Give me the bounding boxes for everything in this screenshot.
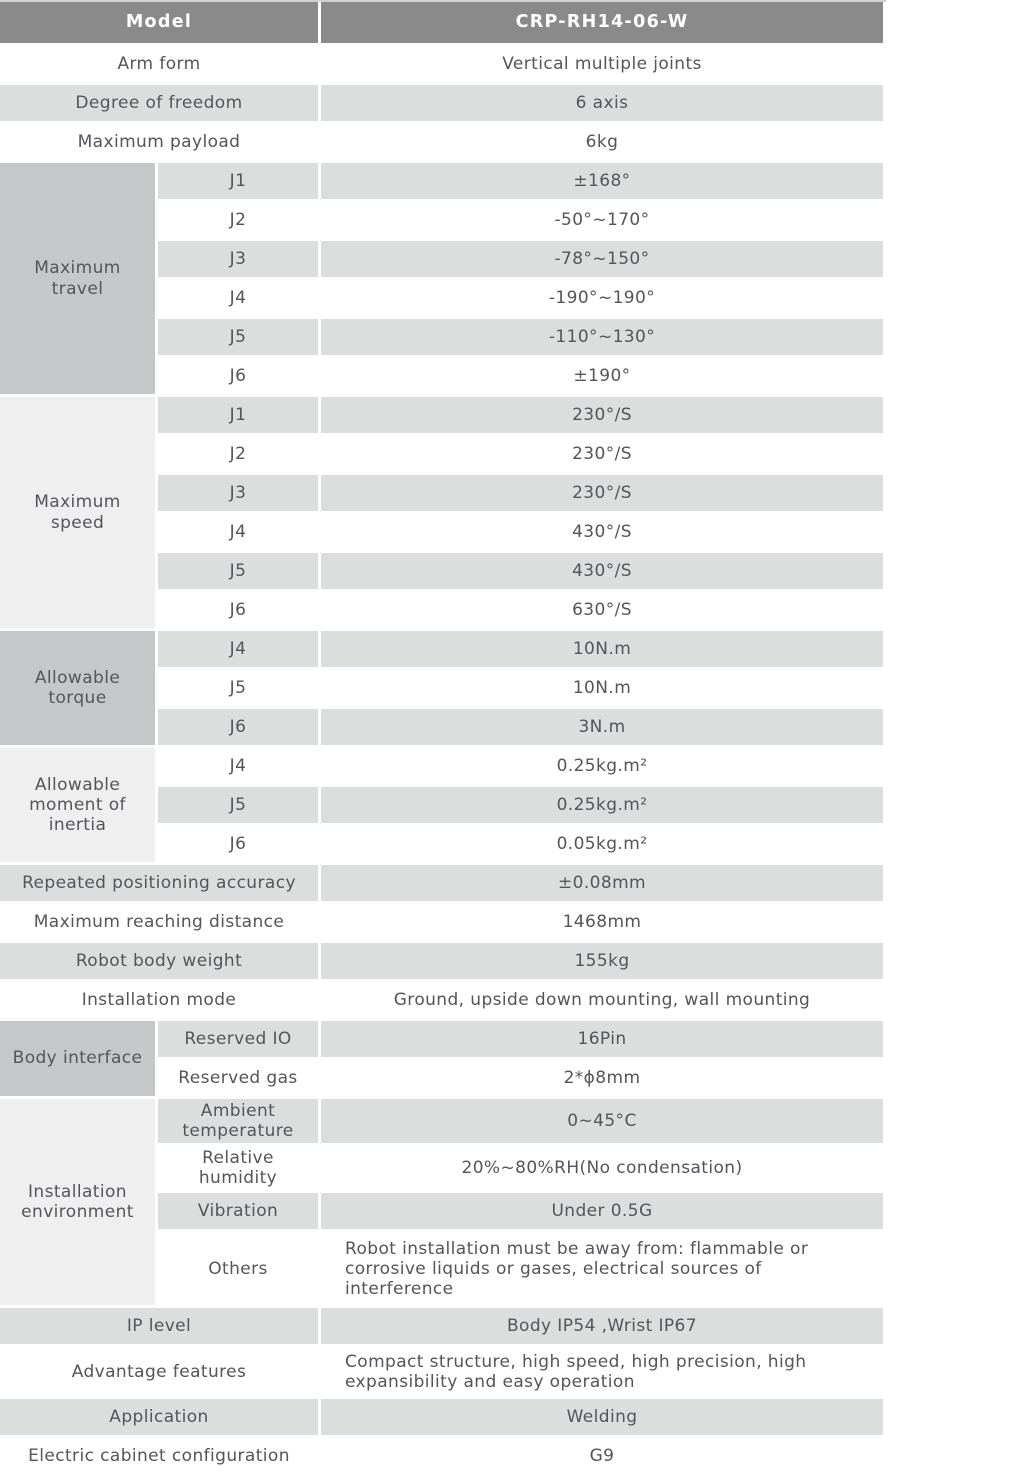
- row-label: Installation mode: [0, 982, 321, 1021]
- row-value: 2*ϕ8mm: [321, 1060, 886, 1099]
- row-application: [0, 1399, 886, 1438]
- row-label: Electric cabinet configuration: [0, 1438, 321, 1477]
- row-ip-level: [0, 1308, 886, 1347]
- joint-label: J4: [158, 631, 321, 670]
- spec-table: [0, 2, 886, 1477]
- row-label: IP level: [0, 1308, 321, 1347]
- row-value: ±0.08mm: [321, 865, 886, 904]
- group-label-allowable-torque: Allowable torque: [0, 631, 158, 748]
- joint-label: J3: [158, 475, 321, 514]
- joint-label: J2: [158, 202, 321, 241]
- row-maximum-reaching-distance: [0, 904, 886, 943]
- row-value: 6 axis: [321, 85, 886, 124]
- sub-label: Vibration: [158, 1193, 321, 1232]
- row-value: Ground, upside down mounting, wall mounting: [321, 982, 886, 1021]
- joint-label: J2: [158, 436, 321, 475]
- joint-label: J5: [158, 553, 321, 592]
- row-value: -50°~170°: [321, 202, 886, 241]
- row-value: 0.25kg.m²: [321, 787, 886, 826]
- row-value: -190°~190°: [321, 280, 886, 319]
- sub-label: Reserved IO: [158, 1021, 321, 1060]
- joint-label: J6: [158, 592, 321, 631]
- row-value: G9: [321, 1438, 886, 1477]
- row-repeated-positioning-accuracy: [0, 865, 886, 904]
- row-ambient-temperature: [0, 1099, 886, 1146]
- joint-label: J6: [158, 709, 321, 748]
- row-installation-mode: [0, 982, 886, 1021]
- row-value: Compact structure, high speed, high precision, high expansibility and easy operation: [321, 1347, 886, 1399]
- row-speed-j1: [0, 397, 886, 436]
- row-value: 430°/S: [321, 514, 886, 553]
- row-value: 10N.m: [321, 631, 886, 670]
- row-value: 630°/S: [321, 592, 886, 631]
- row-label: Repeated positioning accuracy: [0, 865, 321, 904]
- row-value: 430°/S: [321, 553, 886, 592]
- sub-label: Others: [158, 1232, 321, 1308]
- row-arm-form: [0, 46, 886, 85]
- row-label: Degree of freedom: [0, 85, 321, 124]
- row-value: 230°/S: [321, 397, 886, 436]
- row-degree-of-freedom: [0, 85, 886, 124]
- row-value: Under 0.5G: [321, 1193, 886, 1232]
- row-value: Robot installation must be away from: flammable or corrosive liquids or gases, electrical sources of interference: [321, 1232, 886, 1308]
- row-inertia-j4: [0, 748, 886, 787]
- row-advantage-features: [0, 1347, 886, 1399]
- row-torque-j4: [0, 631, 886, 670]
- row-value: 16Pin: [321, 1021, 886, 1060]
- model-value: CRP-RH14-06-W: [321, 2, 886, 46]
- row-label: Application: [0, 1399, 321, 1438]
- group-label-allowable-moment-of-inertia: Allowable moment of inertia: [0, 748, 158, 865]
- row-label: Maximum reaching distance: [0, 904, 321, 943]
- row-value: 3N.m: [321, 709, 886, 748]
- row-label: Maximum payload: [0, 124, 321, 163]
- row-value: -110°~130°: [321, 319, 886, 358]
- row-label: Robot body weight: [0, 943, 321, 982]
- row-reserved-io: [0, 1021, 886, 1060]
- row-robot-body-weight: [0, 943, 886, 982]
- joint-label: J4: [158, 748, 321, 787]
- joint-label: J4: [158, 514, 321, 553]
- sub-label: Relative humidity: [158, 1146, 321, 1193]
- joint-label: J6: [158, 826, 321, 865]
- row-value: Vertical multiple joints: [321, 46, 886, 85]
- joint-label: J4: [158, 280, 321, 319]
- row-value: 20%~80%RH(No condensation): [321, 1146, 886, 1193]
- row-value: 230°/S: [321, 475, 886, 514]
- row-value: 0~45°C: [321, 1099, 886, 1146]
- joint-label: J1: [158, 397, 321, 436]
- joint-label: J1: [158, 163, 321, 202]
- row-value: 1468mm: [321, 904, 886, 943]
- group-label-maximum-speed: Maximum speed: [0, 397, 158, 631]
- row-label: Advantage features: [0, 1347, 321, 1399]
- joint-label: J6: [158, 358, 321, 397]
- group-label-maximum-travel: Maximum travel: [0, 163, 158, 397]
- row-value: 6kg: [321, 124, 886, 163]
- row-value: 0.05kg.m²: [321, 826, 886, 865]
- row-value: ±168°: [321, 163, 886, 202]
- row-value: Welding: [321, 1399, 886, 1438]
- row-value: Body IP54 ,Wrist IP67: [321, 1308, 886, 1347]
- joint-label: J5: [158, 319, 321, 358]
- row-value: 230°/S: [321, 436, 886, 475]
- joint-label: J5: [158, 670, 321, 709]
- row-value: 0.25kg.m²: [321, 748, 886, 787]
- header-row: [0, 2, 886, 46]
- row-value: -78°~150°: [321, 241, 886, 280]
- joint-label: J3: [158, 241, 321, 280]
- sub-label: Reserved gas: [158, 1060, 321, 1099]
- row-value: 10N.m: [321, 670, 886, 709]
- sub-label: Ambient temperature: [158, 1099, 321, 1146]
- group-label-body-interface: Body interface: [0, 1021, 158, 1099]
- joint-label: J5: [158, 787, 321, 826]
- model-label: Model: [0, 2, 321, 46]
- row-label: Arm form: [0, 46, 321, 85]
- row-value: 155kg: [321, 943, 886, 982]
- group-label-installation-environment: Installation environment: [0, 1099, 158, 1308]
- row-maximum-payload: [0, 124, 886, 163]
- row-value: ±190°: [321, 358, 886, 397]
- row-travel-j1: [0, 163, 886, 202]
